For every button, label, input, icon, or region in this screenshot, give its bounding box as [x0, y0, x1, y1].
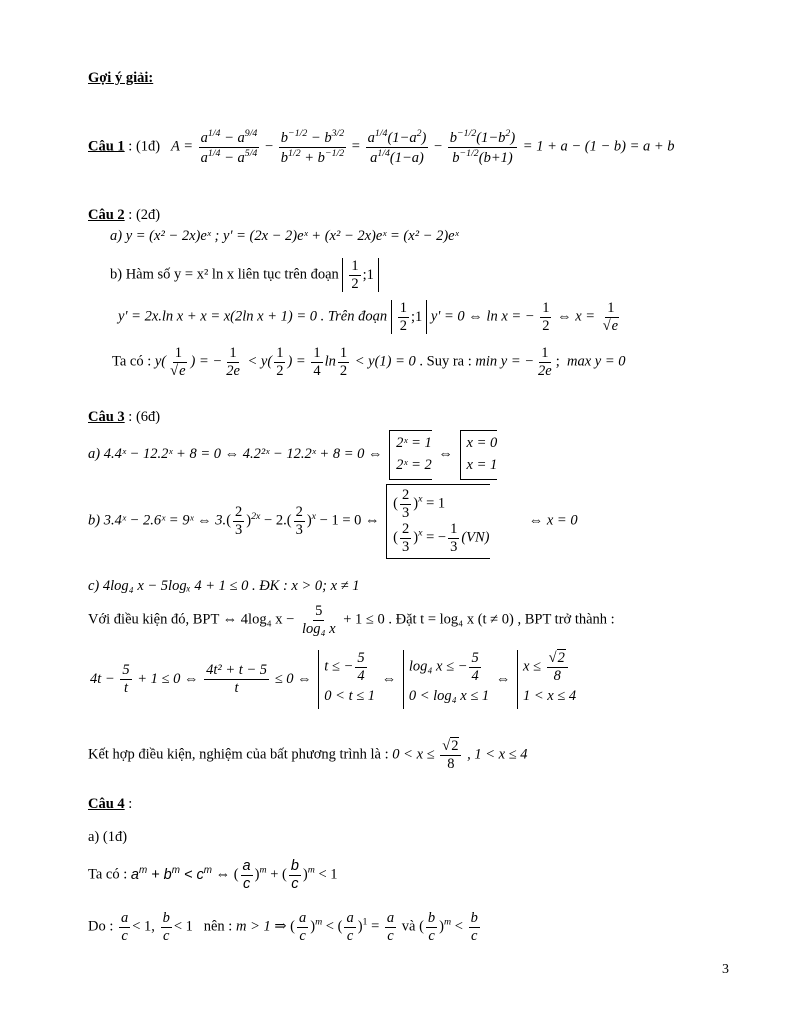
q1-frac-1: $\frac{a^{1/4} - a^{9/4}}{a^{1/4} - a^{5/4}}$ [200, 128, 258, 166]
q2-points: : (2đ) [128, 207, 161, 223]
q2-b-max: max y = 0 [567, 353, 626, 370]
q3-c-solve: 4t − $\frac{5}{t}$ + 1 ≤ 0 ⇔ $\frac{\text{4t² + t − 5}}{t}$ ≤ 0 ⇔ t ≤ − $\frac{5}{4}$ 0 < t ≤ 1 ⇔ log₄ x ≤ − $\frac{5}{4}$ 0 < log₄ x ≤ 1 ⇔ x ≤ $\frac{√2}{8}$ 1 < x ≤ 4 [90, 650, 579, 709]
q2-b-intro-text: b) Hàm số y = x² ln x liên tục trên đoạn [110, 266, 339, 283]
page-number: 3 [722, 962, 729, 977]
q4-a-label: a) (1đ) [88, 829, 128, 845]
q2-b-deriv3: ⇔ x = [557, 308, 596, 325]
q2-a-line: a) y = (x² − 2x)eˣ ; y' = (2x − 2)eˣ + (x² − 2x)eˣ = (x² − 2)eˣ [110, 228, 459, 244]
q3-ket-hop: Kết hợp điều kiện, nghiệm của bất phương trình là : 0 < x ≤ $\frac{√2}{8}$ , 1 < x ≤ 4 [88, 738, 528, 772]
q2-b-deriv-text: y' = 2x.ln x + x = x(2ln x + 1) = 0 . Trên đoạn [118, 308, 388, 325]
q1-frac-2: $\frac{b^{-1/2} - b^{3/2}}{b^{1/2} + b^{-1/2}}$ [280, 128, 345, 166]
q3-b-vn: (VN) [461, 529, 490, 546]
q1-frac-4: $\frac{b^{-1/2}(1-b^2)}{b^{-1/2}(b+1)}$ [449, 128, 516, 166]
q1-points: : (1đ) [128, 138, 161, 155]
q4-a-do: Do : $\frac{a}{c}$ < 1, $\frac{b}{c}$ < 1 nên : m > 1 ⇒ ( $\frac{a}{c}$ )$^m$ < ( $\frac{a}{c}$ )$^1$ = $\frac{a}{c}$ và ( $\frac{b}{c}$ )$^m$ < $\frac{b}{c}$ [88, 910, 478, 944]
q3-a-sys2: 2ˣ = 2 [396, 456, 432, 473]
q3-c-cond: Với điều kiện đó, BPT ⇔ 4log₄ x − $\frac{5}{\text{log₄ x}}$ + 1 ≤ 0 . Đặt t = log₄ x (t ≠ 0) , BPT trở thành : [88, 603, 615, 637]
q2-label: Câu 2 [88, 207, 125, 223]
q3-c-cond-text2: + 1 ≤ 0 . Đặt t = log₄ x (t ≠ 0) , BPT trở thành : [343, 611, 615, 628]
q3-label: Câu 3 [88, 409, 125, 425]
q4-header [88, 796, 132, 813]
q2-b-deriv: y' = 2x.ln x + x = x(2ln x + 1) = 0 . Trên đoạn $\frac{1}{2}$ ;1 y' = 0 ⇔ ln x = − $\frac{1}{2}$ ⇔ x = $\frac{1}{√e}$ [118, 300, 619, 334]
q3-b-text: b) 3.4ˣ − 2.6ˣ = 9ˣ ⇔ 3. [88, 512, 227, 529]
solution-heading: Gợi ý giải: [88, 70, 154, 86]
q3-a-sol2: x = 1 [466, 456, 498, 473]
q4-do-text: Do : [88, 918, 114, 935]
q2-b-taco: Ta có : y( $\frac{1}{√e}$ ) = − $\frac{1}{2e}$ < y( $\frac{1}{2}$ ) = $\frac{1}{4}$ ln $\frac{1}{2}$ < y(1) = 0 . Suy ra : min y = − $\frac{1}{2e}$ ; max y = 0 [112, 345, 626, 379]
q3-ket-hop-text: Kết hợp điều kiện, nghiệm của bất phương trình là : [88, 746, 389, 763]
q1-lhs: A = [170, 138, 193, 155]
q3-b-sol: ⇔ x = 0 [528, 512, 578, 529]
q2-header [88, 207, 160, 224]
q4-label: Câu 4 [88, 796, 125, 812]
q2-b-min: min y = − [475, 353, 535, 370]
q4-points: : [128, 796, 133, 812]
q3-header [88, 409, 160, 426]
q3-a-sol1: x = 0 [466, 435, 498, 451]
q2-b-intro: b) Hàm số y = x² ln x liên tục trên đoạn $\frac{1}{2}$ ;1 [110, 258, 379, 292]
q2-b-deriv2: y' = 0 ⇔ ln x = − [430, 308, 535, 325]
q4-a-taco-text: Ta có : [88, 866, 128, 883]
q3-c-line: c) 4log₄ x − 5logₓ 4 + 1 ≤ 0 . ĐK : x > 0; x ≠ 1 [88, 578, 360, 594]
q1-line: Câu 1 : (1đ) A = $\frac{a^{1/4} - a^{9/4}}{a^{1/4} - a^{5/4}}$ − $\frac{b^{-1/2} - b^{3/2}}{b^{1/2} + b^{-1/2}}$ = $\frac{a^{1/4}(1-a^2)}{a^{1/4}(1-a)}$ − $\frac{b^{-1/2}(1-b^2)}{b^{-1/2}(b+1)}$ = 1 + a − (1 − b) = a + b [88, 128, 675, 166]
q3-b-line: b) 3.4ˣ − 2.6ˣ = 9ˣ ⇔ 3.( $\frac{2}{3}$ )$^{2x}$ − 2.( $\frac{2}{3}$ )$^x$ − 1 = 0 ⇔ ( $\frac{2}{3}$ )$^x$ = 1 ( $\frac{2}{3}$ )$^x$ = − $\frac{1}{3}$ (VN) ⇔ x = 0 [88, 484, 578, 559]
q2-b-taco-text: Ta có : [112, 353, 152, 370]
q3-a-line: a) 4.4ˣ − 12.2ˣ + 8 = 0 ⇔ 4.2²ˣ − 12.2ˣ + 8 = 0 ⇔ 2ˣ = 1 2ˣ = 2 ⇔ x = 0 x = 1 [88, 430, 500, 480]
q3-a-text: a) 4.4ˣ − 12.2ˣ + 8 = 0 ⇔ 4.2²ˣ − 12.2ˣ + 8 = 0 ⇔ [88, 446, 383, 463]
q1-result: = 1 + a − (1 − b) = a + b [522, 138, 675, 155]
q2-b-suyra: . Suy ra : [419, 353, 472, 370]
q3-ket-hop-sol: , 1 < x ≤ 4 [467, 746, 528, 763]
q4-a-taco: Ta có : $a^m + b^m < c^m$ ⇔ ( $\frac{a}{c}$ )$^m$ + ( $\frac{b}{c}$ )$^m$ < 1 [88, 858, 338, 892]
q3-points: : (6đ) [128, 409, 161, 425]
q4-nen-text: nên : [203, 918, 233, 935]
q1-label: Câu 1 [88, 138, 125, 155]
q3-c-cond-text: Với điều kiện đó, BPT ⇔ 4log₄ x − [88, 611, 295, 628]
q4-va-text: và [401, 918, 416, 935]
q3-a-sys1: 2ˣ = 1 [396, 435, 432, 451]
q1-frac-3: $\frac{a^{1/4}(1-a^2)}{a^{1/4}(1-a)}$ [367, 128, 427, 166]
